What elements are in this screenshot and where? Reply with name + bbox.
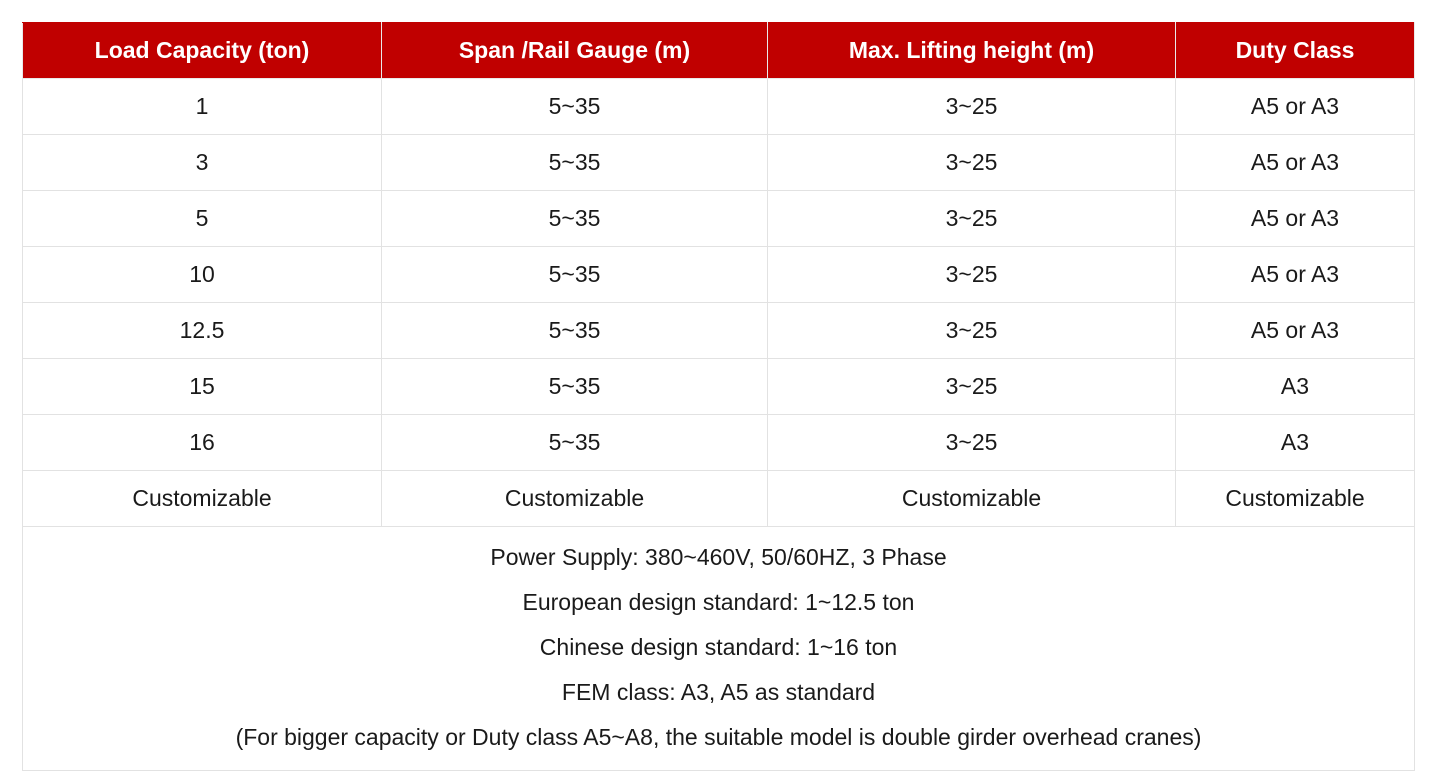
cell-duty-class: A5 or A3 xyxy=(1176,79,1415,135)
table-row xyxy=(23,79,1415,135)
note-bigger-capacity: (For bigger capacity or Duty class A5~A8, the suitable model is double girder overhead cranes) xyxy=(235,724,1202,750)
cell-lifting-height: 3~25 xyxy=(768,415,1176,471)
cell-load-capacity: 5 xyxy=(23,191,382,247)
header-max-lifting-height: Max. Lifting height (m) xyxy=(768,23,1176,79)
table-body xyxy=(23,79,1415,771)
note-fem-class: FEM class: A3, A5 as standard xyxy=(561,679,876,705)
cell-duty-class: A3 xyxy=(1176,415,1415,471)
cell-duty-class: Customizable xyxy=(1176,471,1415,527)
header-duty-class: Duty Class xyxy=(1176,23,1415,79)
cell-span: 5~35 xyxy=(382,359,768,415)
notes-row xyxy=(23,527,1415,771)
cell-span: 5~35 xyxy=(382,247,768,303)
cell-span: 5~35 xyxy=(382,191,768,247)
cell-duty-class: A3 xyxy=(1176,359,1415,415)
cell-lifting-height: 3~25 xyxy=(768,247,1176,303)
table-row xyxy=(23,415,1415,471)
cell-duty-class: A5 or A3 xyxy=(1176,247,1415,303)
cell-load-capacity: 1 xyxy=(23,79,382,135)
cell-lifting-height: 3~25 xyxy=(768,359,1176,415)
header-row xyxy=(23,23,1415,79)
cell-duty-class: A5 or A3 xyxy=(1176,303,1415,359)
cell-load-capacity: Customizable xyxy=(23,471,382,527)
cell-span: 5~35 xyxy=(382,415,768,471)
table-row xyxy=(23,191,1415,247)
note-european-standard: European design standard: 1~12.5 ton xyxy=(522,589,915,615)
cell-lifting-height: Customizable xyxy=(768,471,1176,527)
cell-load-capacity: 12.5 xyxy=(23,303,382,359)
cell-span: 5~35 xyxy=(382,135,768,191)
table-row xyxy=(23,135,1415,191)
notes-cell xyxy=(23,527,1415,771)
table-row xyxy=(23,303,1415,359)
header-span-rail-gauge: Span /Rail Gauge (m) xyxy=(382,23,768,79)
note-power-supply: Power Supply: 380~460V, 50/60HZ, 3 Phase xyxy=(490,544,947,570)
cell-lifting-height: 3~25 xyxy=(768,191,1176,247)
table-row xyxy=(23,359,1415,415)
cell-lifting-height: 3~25 xyxy=(768,303,1176,359)
table-header xyxy=(23,23,1415,79)
cell-span: 5~35 xyxy=(382,79,768,135)
cell-duty-class: A5 or A3 xyxy=(1176,135,1415,191)
cell-load-capacity: 3 xyxy=(23,135,382,191)
crane-spec-table xyxy=(22,22,1415,771)
table-row xyxy=(23,471,1415,527)
cell-span: Customizable xyxy=(382,471,768,527)
cell-load-capacity: 10 xyxy=(23,247,382,303)
cell-lifting-height: 3~25 xyxy=(768,135,1176,191)
cell-load-capacity: 15 xyxy=(23,359,382,415)
spec-table-container xyxy=(22,22,1414,771)
cell-load-capacity: 16 xyxy=(23,415,382,471)
header-load-capacity: Load Capacity (ton) xyxy=(23,23,382,79)
note-chinese-standard: Chinese design standard: 1~16 ton xyxy=(539,634,898,660)
table-row xyxy=(23,247,1415,303)
cell-span: 5~35 xyxy=(382,303,768,359)
cell-duty-class: A5 or A3 xyxy=(1176,191,1415,247)
cell-lifting-height: 3~25 xyxy=(768,79,1176,135)
